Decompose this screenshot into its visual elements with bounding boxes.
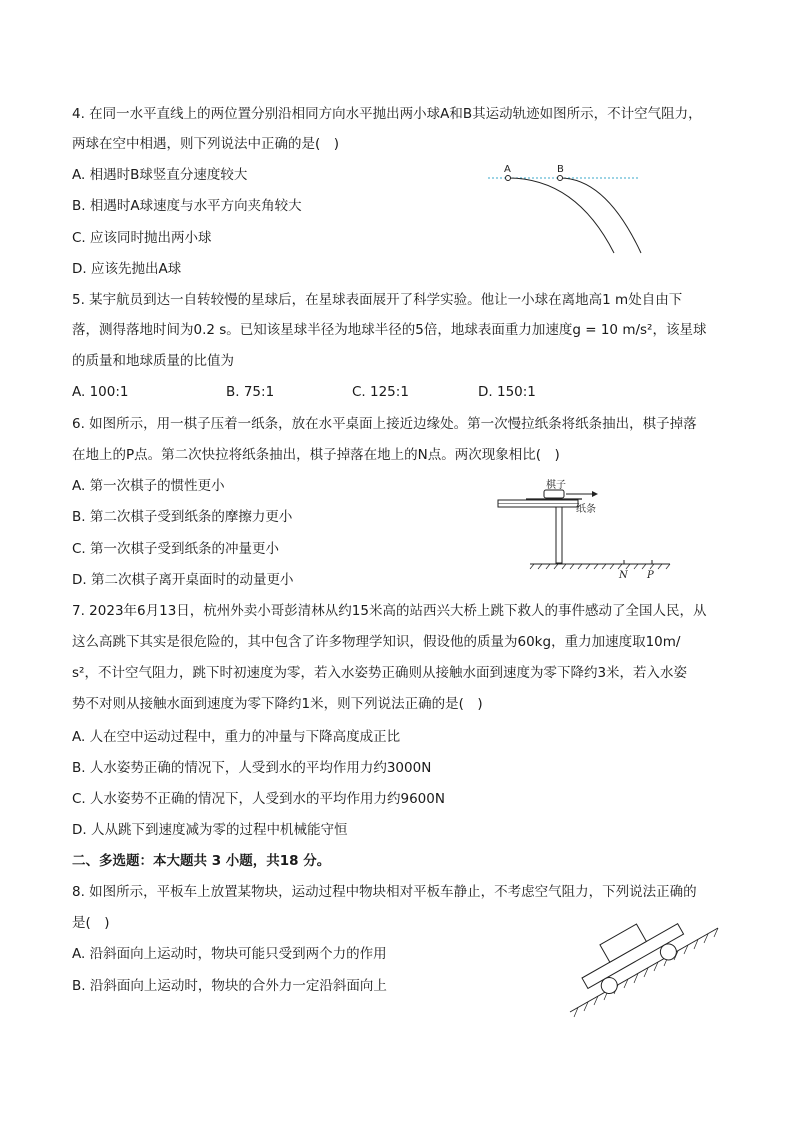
q6-option-d: D. 第二次棋子离开桌面时的动量更小 [72,572,294,588]
section-2-title: 二、多选题：本大题共 3 小题，共18 分。 [72,853,331,869]
q7-option-b: B. 人水姿势正确的情况下，人受到水的平均作用力约3000N [72,760,432,776]
q8-option-a: A. 沿斜面向上运动时，物块可能只受到两个力的作用 [72,946,387,962]
q4-option-d: D. 应该先抛出A球 [72,261,182,277]
q8-incline-figure [566,916,726,1020]
q6-option-c: C. 第一次棋子受到纸条的冲量更小 [72,541,280,557]
q6-label-strip: 纸条 [576,504,596,515]
q8-stem-line-2: 是( ) [72,915,110,931]
q5-option-d: D. 150:1 [478,384,536,400]
q6-table-figure [486,478,676,584]
q7-stem-line-3: s²，不计空气阻力，跳下时初速度为零，若入水姿势正确则从接触水面到速度为零下降约3米，若入水姿 [72,665,688,681]
q4-trajectory-a [508,178,614,253]
q6-option-a: A. 第一次棋子的惯性更小 [72,478,225,494]
q4-label-b: B [557,164,564,175]
q4-option-b: B. 相遇时A球速度与水平方向夹角较大 [72,198,302,214]
q4-stem-line-2: 两球在空中相遇，则下列说法中正确的是( ) [72,136,340,152]
q5-option-c: C. 125:1 [352,384,409,400]
q6-stem-line-1: 6. 如图所示，用一棋子压着一纸条，放在水平桌面上接近边缘处。第一次慢拉纸条将纸条抽出，棋子掉落 [72,416,697,432]
q7-option-d: D. 人从跳下到速度减为零的过程中机械能守恒 [72,822,348,838]
q7-stem-line-2: 这么高跳下其实是很危险的，其中包含了许多物理学知识，假设他的质量为60kg，重力加速度取10m/ [72,634,681,650]
q4-stem-line-1: 4. 在同一水平直线上的两位置分别沿相同方向水平抛出两小球A和B其运动轨迹如图所示，不计空气阻力， [72,106,702,122]
q4-option-a: A. 相遇时B球竖直分速度较大 [72,167,248,183]
q6-chess-piece [544,490,564,498]
q4-trajectory-b [560,178,641,253]
q5-option-b: B. 75:1 [226,384,275,400]
q4-option-c: C. 应该同时抛出两小球 [72,230,212,246]
q6-label-n: N [619,570,628,581]
q6-option-b: B. 第二次棋子受到纸条的摩擦力更小 [72,509,293,525]
q7-option-a: A. 人在空中运动过程中，重力的冲量与下降高度成正比 [72,729,401,745]
q5-option-a: A. 100:1 [72,384,129,400]
q8-option-b: B. 沿斜面向上运动时，物块的合外力一定沿斜面向上 [72,978,387,994]
q4-ball-b [558,176,563,181]
q7-option-c: C. 人水姿势不正确的情况下，人受到水的平均作用力约9600N [72,791,445,807]
q6-label-piece: 棋子 [546,480,566,491]
q4-label-a: A [504,164,511,175]
q6-label-p: P [647,570,654,581]
q6-table-leg [556,507,562,563]
q4-trajectory-figure [486,158,646,258]
q4-ball-a [506,176,511,181]
q8-stem-line-1: 8. 如图所示，平板车上放置某物块，运动过程中物块相对平板车静止，不考虑空气阻力，下列说法正确的 [72,884,697,900]
q5-stem-line-2: 落，测得落地时间为0.2 s。已知该星球半径为地球半径的5倍，地球表面重力加速度g = 10 m/s²，该星球 [72,322,707,338]
q7-stem-line-4: 势不对则从接触水面到速度为零下降约1米，则下列说法正确的是( ) [72,696,483,712]
q6-stem-line-2: 在地上的P点。第二次快拉将纸条抽出，棋子掉落在地上的N点。两次现象相比( ) [72,447,560,463]
q5-stem-line-1: 5. 某宇航员到达一自转较慢的星球后，在星球表面展开了科学实验。他让一小球在离地高1 m处自由下 [72,292,683,308]
q5-stem-line-3: 的质量和地球质量的比值为 [72,353,234,369]
q7-stem-line-1: 7. 2023年6月13日，杭州外卖小哥彭清林从约15米高的站西兴大桥上跳下救人的事件感动了全国人民，从 [72,603,707,619]
